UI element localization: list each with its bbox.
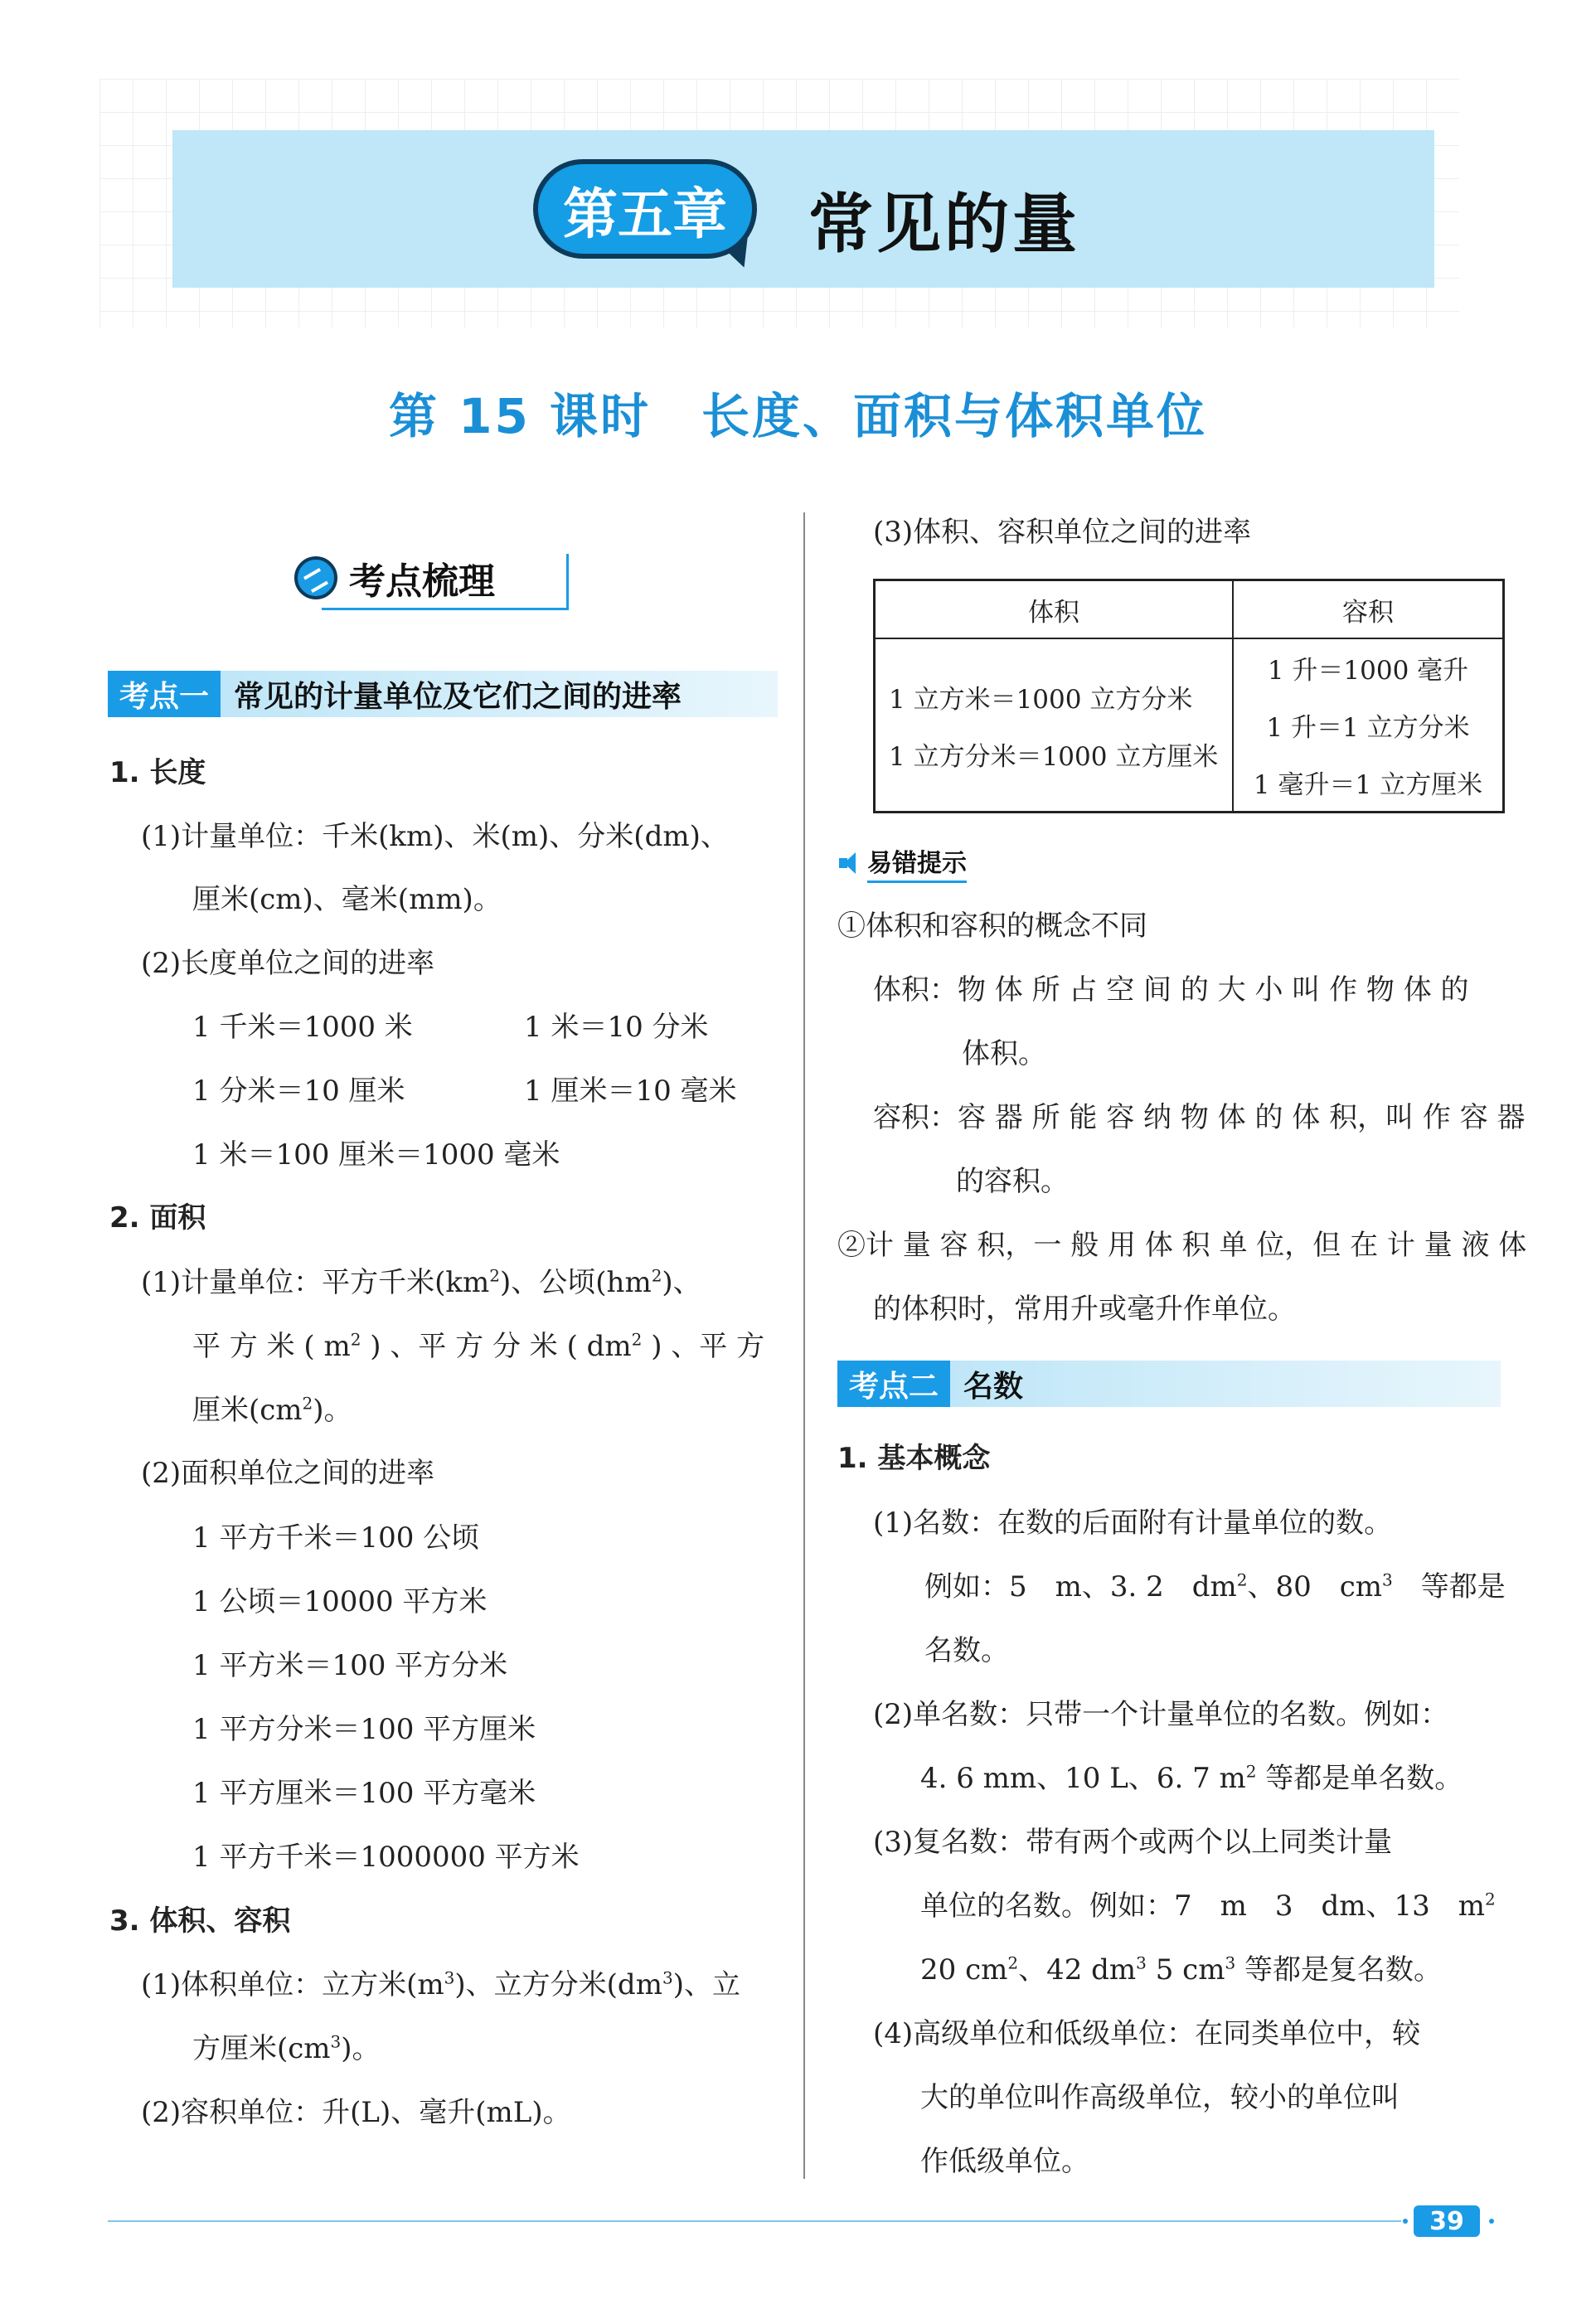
pen-circle-icon <box>294 556 337 599</box>
footer-dot <box>1489 2219 1494 2224</box>
footer-rule <box>108 2220 1401 2222</box>
length-rate-m-cm-mm: 1 米＝100 厘米＝1000 毫米 <box>192 1138 560 1172</box>
chapter-name: 常见的量 <box>808 187 1081 262</box>
length-rate-heading: (2)长度单位之间的进率 <box>141 947 435 980</box>
volume-units-line1: (1)体积单位：立方米$(m^3)$、立方分米$(dm^3)$、立 <box>141 1967 740 2001</box>
mingshu-p4-line1: (4)高级单位和低级单位：在同类单位中，较 <box>873 2017 1421 2050</box>
page-number: 39 <box>1414 2205 1480 2237</box>
mingshu-p3-line1: (3)复名数：带有两个或两个以上同类计量 <box>873 1826 1393 1859</box>
kaodian-one-header <box>108 670 778 718</box>
table-cell-line: 1 毫升＝1 立方厘米 <box>1253 770 1483 800</box>
table-cell-capacity <box>1233 638 1504 813</box>
chapter-banner <box>172 130 1434 288</box>
volume-capacity-table <box>873 579 1505 813</box>
mingshu-p4-line3: 作低级单位。 <box>920 2145 1089 2178</box>
area-rate: 1 平方千米＝100 公顷 <box>192 1521 480 1555</box>
chapter-number: 第五章 <box>533 159 757 259</box>
length-rate-m-dm: 1 米＝10 分米 <box>524 1011 709 1044</box>
tip1: ①体积和容积的概念不同 <box>837 910 1147 943</box>
kaodian-two-header <box>837 1360 1501 1408</box>
column-divider <box>803 512 805 2179</box>
area-units-line1: (1)计量单位：平方千米$(km^2)$、公顷$(hm^2)$、 <box>141 1265 701 1299</box>
mingshu-p2-line2: 4. 6 mm、10 L、6. 7 $m^2$ 等都是单名数。 <box>920 1761 1463 1795</box>
area-rate: 1 平方分米＝100 平方厘米 <box>192 1713 536 1746</box>
table-cell-volume <box>875 638 1234 813</box>
length-rate-cm-mm: 1 厘米＝10 毫米 <box>524 1075 737 1108</box>
area-units-line3: 厘米$(cm^2)$。 <box>192 1393 352 1427</box>
error-tip-label: 易错提示 <box>867 842 967 883</box>
tip1-volume-line2: 体积。 <box>962 1037 1046 1070</box>
length-units-line1: (1)计量单位：千米(km)、米(m)、分米(dm)、 <box>141 820 729 853</box>
table-cell-line: 1 立方米＝1000 立方分米 <box>889 684 1193 715</box>
tip2-line2: 的体积时，常用升或毫升作单位。 <box>873 1293 1296 1326</box>
area-heading: 2. 面积 <box>109 1201 206 1235</box>
footer-dot <box>1403 2219 1408 2224</box>
section-badge <box>294 547 568 609</box>
area-rate: 1 平方厘米＝100 平方毫米 <box>192 1777 536 1810</box>
area-rate: 1 平方米＝100 平方分米 <box>192 1649 508 1682</box>
capacity-units: (2)容积单位：升(L)、毫升(mL)。 <box>141 2096 571 2129</box>
volume-capacity-rate-heading: (3)体积、容积单位之间的进率 <box>873 516 1252 549</box>
mingshu-p3-line3: 20 $cm^2$、42 $dm^3$ 5 $cm^3$ 等都是复名数。 <box>920 1953 1442 1987</box>
tip1-volume-line1: 体积：物 体 所 占 空 间 的 大 小 叫 作 物 体 的 <box>873 973 1469 1007</box>
error-tip-badge <box>837 842 967 883</box>
kaodian-one-title: 常见的计量单位及它们之间的进率 <box>221 671 778 717</box>
length-rate-km-m: 1 千米＝1000 米 <box>192 1011 413 1044</box>
table-header-capacity: 容积 <box>1233 580 1504 639</box>
table-header-volume: 体积 <box>875 580 1234 639</box>
kaodian-two-tag: 考点二 <box>837 1361 950 1407</box>
volume-units-line2: 方厘米$(cm^3)$。 <box>192 2031 381 2065</box>
mingshu-p1-line3: 名数。 <box>924 1634 1009 1667</box>
lesson-title: 第 15 课时 长度、面积与体积单位 <box>388 388 1208 444</box>
area-units-line2: 平 方 米 ( $m^2$ ) 、平 方 分 米 ( $dm^2$ ) 、平 方 <box>192 1329 765 1363</box>
length-units-line2: 厘米(cm)、毫米(mm)。 <box>192 883 502 916</box>
table-cell-line: 1 升＝1 立方分米 <box>1266 713 1470 743</box>
area-rate: 1 平方千米＝1000000 平方米 <box>192 1841 580 1874</box>
length-rate-dm-cm: 1 分米＝10 厘米 <box>192 1075 405 1108</box>
mingshu-p1-line2: 例如：5 m、3. 2 $dm^2$、80 $cm^3$ 等都是 <box>924 1569 1506 1603</box>
mingshu-p3-line2: 单位的名数。例如：7 m 3 dm、13 $m^2$ <box>920 1889 1496 1923</box>
mingshu-p4-line2: 大的单位叫作高级单位，较小的单位叫 <box>920 2081 1400 2114</box>
mingshu-p1-line1: (1)名数：在数的后面附有计量单位的数。 <box>873 1506 1393 1540</box>
tip2-line1: ②计 量 容 积，一 般 用 体 积 单 位，但 在 计 量 液 体 <box>837 1229 1527 1262</box>
area-rate-heading: (2)面积单位之间的进率 <box>141 1457 435 1490</box>
volume-heading: 3. 体积、容积 <box>109 1904 291 1938</box>
tip1-capacity-line2: 的容积。 <box>956 1165 1069 1198</box>
basic-concept-heading: 1. 基本概念 <box>837 1442 991 1475</box>
length-heading: 1. 长度 <box>109 756 206 789</box>
table-cell-line: 1 立方分米＝1000 立方厘米 <box>889 741 1219 772</box>
kaodian-two-title: 名数 <box>950 1361 1501 1407</box>
speaker-icon <box>837 851 862 876</box>
section-badge-label: 考点梳理 <box>349 560 495 603</box>
mingshu-p2-line1: (2)单名数：只带一个计量单位的名数。例如： <box>873 1698 1449 1731</box>
tip1-capacity-line1: 容积：容 器 所 能 容 纳 物 体 的 体 积，叫 作 容 器 <box>873 1101 1526 1134</box>
area-rate: 1 公顷＝10000 平方米 <box>192 1585 488 1618</box>
kaodian-one-tag: 考点一 <box>108 671 221 717</box>
table-cell-line: 1 升＝1000 毫升 <box>1267 656 1469 686</box>
